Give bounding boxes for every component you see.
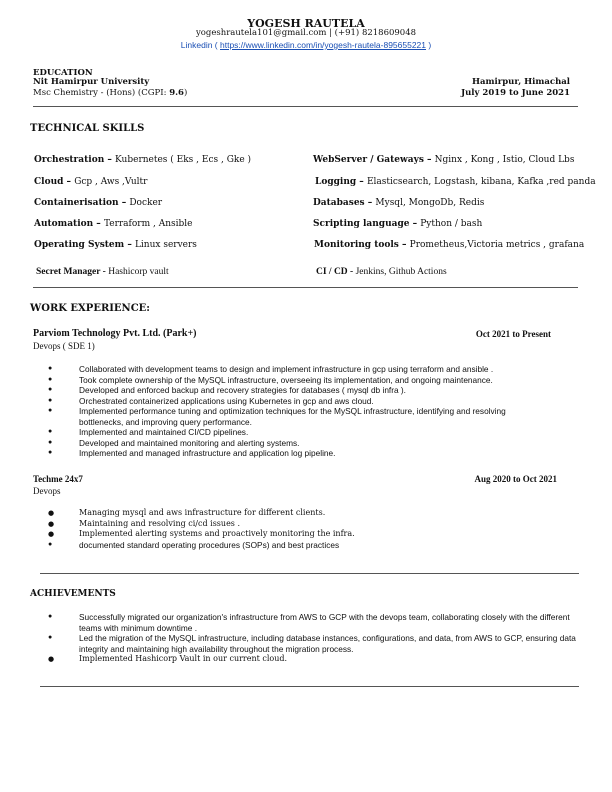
job-dates: Oct 2021 to Present bbox=[475, 329, 551, 339]
degree-prefix: Msc Chemistry - (Hons) (CGPI: bbox=[33, 88, 170, 98]
divider bbox=[33, 106, 578, 107]
list-item: ● Took complete ownership of the MySQL infrastructure, overseeing its implementation, and ongoing maintenance. bbox=[48, 375, 548, 386]
skill-automation: Automation – Terraform , Ansible bbox=[34, 219, 193, 229]
skill-secret-manager: Secret Manager - Hashicorp vault bbox=[36, 267, 169, 277]
skill-operating-system: Operating System – Linux servers bbox=[34, 240, 197, 250]
linkedin-line bbox=[0, 40, 612, 50]
job-company: Parviom Technology Pvt. Ltd. (Park+) bbox=[33, 328, 197, 339]
list-item: ● Implemented alerting systems and proactively monitoring the infra. bbox=[48, 529, 548, 540]
skill-monitoring: Monitoring tools – Prometheus,Victoria metrics , grafana bbox=[314, 240, 585, 250]
experience-heading: WORK EXPERIENCE: bbox=[30, 303, 150, 314]
list-item: ● Collaborated with development teams to design and implement infrastructure in gcp using terraform and ansible . bbox=[48, 364, 548, 375]
list-item: ● Developed and maintained monitoring and alerting systems. bbox=[48, 438, 548, 449]
contact-info: yogeshrautela101@gmail.com | (+91) 8218609048 bbox=[195, 28, 417, 38]
skill-cicd: CI / CD - Jenkins, Github Actions bbox=[316, 267, 447, 277]
skill-databases: Databases – Mysql, MongoDb, Redis bbox=[313, 198, 485, 208]
skill-orchestration: Orchestration – Kubernetes ( Eks , Ecs , Gke ) bbox=[34, 155, 252, 165]
list-item: ● Implemented performance tuning and optimization techniques for the MySQL infrastructure, identifying and resolving bottlenecks, and improving query performance. bbox=[48, 406, 548, 427]
skills-heading: TECHNICAL SKILLS bbox=[30, 123, 145, 134]
list-item: ● Orchestrated containerized applications using Kubernetes in gcp and aws cloud. bbox=[48, 396, 548, 407]
skill-logging: Logging – Elasticsearch, Logstash, kibana, Kafka ,red panda bbox=[315, 177, 596, 187]
linkedin-prefix: Linkedin ( bbox=[180, 40, 220, 50]
list-item: ● Implemented and managed infrastructure and application log pipeline. bbox=[48, 448, 548, 459]
job-bullets bbox=[48, 364, 548, 459]
list-item: ● Managing mysql and aws infrastructure for different clients. bbox=[48, 508, 548, 519]
divider bbox=[40, 573, 579, 574]
linkedin-link[interactable]: https://www.linkedin.com/in/yogesh-rautela-895655221 bbox=[220, 40, 427, 50]
job-role: Devops ( SDE 1) bbox=[33, 341, 95, 351]
divider bbox=[33, 287, 578, 288]
cgpi-value: 9.6 bbox=[169, 88, 184, 98]
job-role: Devops bbox=[33, 486, 61, 496]
list-item: ● Developed and enforced backup and recovery strategies for databases ( mysql db infra ). bbox=[48, 385, 548, 396]
job-bullets bbox=[48, 508, 548, 550]
achievements-bullets bbox=[48, 612, 583, 665]
education-location: Hamirpur, Himachal bbox=[472, 77, 570, 87]
education-degree bbox=[33, 88, 187, 98]
candidate-name: YOGESH RAUTELA bbox=[247, 17, 365, 30]
list-item: ● Successfully migrated our organization's infrastructure from AWS to GCP with the devops team, collaborating closely with the different teams with minimum downtime . bbox=[48, 612, 583, 633]
degree-suffix: ) bbox=[183, 88, 188, 98]
education-heading: EDUCATION bbox=[33, 68, 93, 78]
skill-containerisation: Containerisation – Docker bbox=[34, 198, 163, 208]
skill-scripting: Scripting language – Python / bash bbox=[313, 219, 483, 229]
skill-webserver: WebServer / Gateways – Nginx , Kong , Istio, Cloud Lbs bbox=[313, 155, 575, 165]
job-company: Techme 24x7 bbox=[33, 474, 83, 484]
list-item: ● Implemented and maintained CI/CD pipelines. bbox=[48, 427, 548, 438]
divider bbox=[40, 686, 579, 687]
education-institution: Nit Hamirpur University bbox=[33, 77, 150, 87]
list-item: ● documented standard operating procedures (SOPs) and best practices bbox=[48, 540, 548, 551]
linkedin-suffix: ) bbox=[426, 40, 432, 50]
education-dates: July 2019 to June 2021 bbox=[461, 88, 570, 98]
job-dates: Aug 2020 to Oct 2021 bbox=[474, 474, 557, 484]
list-item: ● Led the migration of the MySQL infrastructure, including database instances, configurations, and data, from AWS to GCP, ensuring data integrity and maintaining high availability throughout the migration process. bbox=[48, 633, 583, 654]
skill-cloud: Cloud – Gcp , Aws ,Vultr bbox=[34, 177, 148, 187]
list-item: ● Implemented Hashicorp Vault in our current cloud. bbox=[48, 654, 583, 665]
list-item: ● Maintaining and resolving ci/cd issues . bbox=[48, 519, 548, 530]
achievements-heading: ACHIEVEMENTS bbox=[30, 589, 116, 599]
